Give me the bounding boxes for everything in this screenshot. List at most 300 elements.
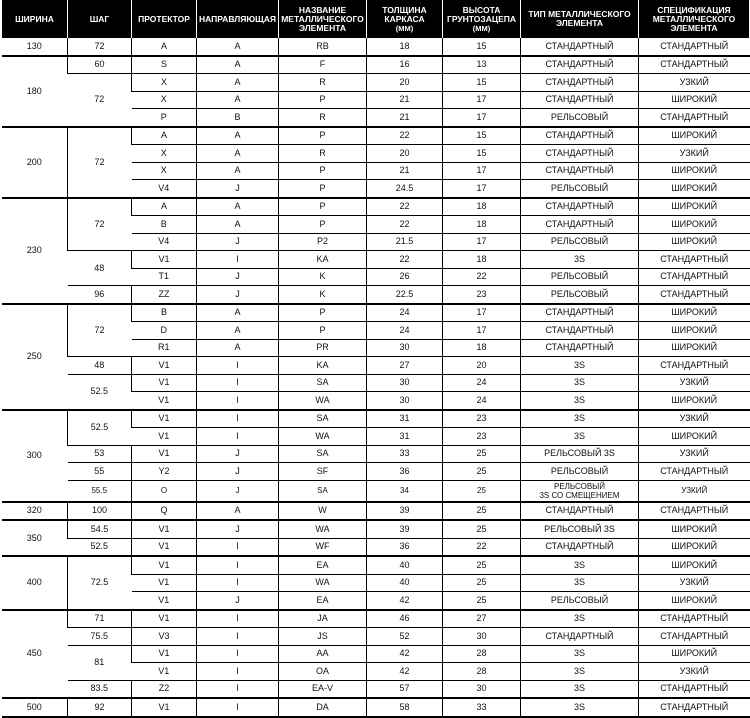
core-spec-cell: СТАНДАРТНЫЙ xyxy=(639,38,750,56)
core-spec-cell: СТАНДАРТНЫЙ xyxy=(639,610,750,628)
core-type-cell: 3S xyxy=(521,574,639,592)
lug-height-cell: 25 xyxy=(443,463,521,481)
tread-cell: V1 xyxy=(132,357,197,375)
core-spec-cell: ШИРОКИЙ xyxy=(639,428,750,446)
lug-height-cell: 18 xyxy=(443,198,521,216)
lug-height-cell: 20 xyxy=(443,357,521,375)
tread-cell: V1 xyxy=(132,556,197,574)
guide-cell: I xyxy=(197,628,279,646)
table-row xyxy=(2,698,750,717)
core-type-cell: СТАНДАРТНЫЙ xyxy=(521,628,639,646)
core-type-cell: 3S xyxy=(521,374,639,392)
guide-cell: I xyxy=(197,428,279,446)
width-cell: 300 xyxy=(2,410,68,502)
core-name-cell: P2 xyxy=(279,233,367,251)
table-row xyxy=(2,374,750,392)
thickness-cell: 22 xyxy=(367,127,443,145)
lug-height-cell: 17 xyxy=(443,162,521,180)
core-name-cell: EA xyxy=(279,556,367,574)
core-type-cell: СТАНДАРТНЫЙ xyxy=(521,38,639,56)
width-cell: 500 xyxy=(2,698,68,717)
core-name-cell: P xyxy=(279,198,367,216)
core-name-cell: P xyxy=(279,216,367,234)
table-row xyxy=(2,286,750,304)
core-spec-cell: ШИРОКИЙ xyxy=(639,538,750,556)
thickness-cell: 26 xyxy=(367,268,443,286)
core-type-cell: РЕЛЬСОВЫЙ xyxy=(521,592,639,610)
tread-cell: O xyxy=(132,480,197,502)
core-name-cell: W xyxy=(279,502,367,521)
core-name-cell: DA xyxy=(279,698,367,717)
core-name-cell: WA xyxy=(279,392,367,410)
lug-height-cell: 15 xyxy=(443,127,521,145)
lug-height-cell: 15 xyxy=(443,145,521,163)
guide-cell: I xyxy=(197,574,279,592)
core-spec-cell: ШИРОКИЙ xyxy=(639,592,750,610)
lug-height-cell: 28 xyxy=(443,663,521,681)
tread-cell: A xyxy=(132,127,197,145)
pitch-cell: 72 xyxy=(68,38,132,56)
width-cell: 130 xyxy=(2,38,68,56)
guide-cell: I xyxy=(197,538,279,556)
guide-cell: J xyxy=(197,592,279,610)
tread-cell: ZZ xyxy=(132,286,197,304)
core-name-cell: EA-V xyxy=(279,680,367,698)
guide-cell: A xyxy=(197,56,279,74)
tread-cell: R1 xyxy=(132,339,197,357)
core-type-cell: РЕЛЬСОВЫЙ 3S xyxy=(521,445,639,463)
thickness-cell: 36 xyxy=(367,463,443,481)
tread-cell: V1 xyxy=(132,663,197,681)
core-name-cell: WA xyxy=(279,574,367,592)
lug-height-cell: 17 xyxy=(443,233,521,251)
guide-cell: I xyxy=(197,698,279,717)
lug-height-cell: 15 xyxy=(443,38,521,56)
core-spec-cell: ШИРОКИЙ xyxy=(639,645,750,663)
core-name-cell: P xyxy=(279,304,367,322)
lug-height-cell: 25 xyxy=(443,520,521,538)
header-lug-height: ВЫСОТА ГРУНТОЗАЦЕПА (ММ) xyxy=(443,0,521,38)
core-spec-cell: ШИРОКИЙ xyxy=(639,520,750,538)
thickness-cell: 57 xyxy=(367,680,443,698)
thickness-cell: 34 xyxy=(367,480,443,502)
guide-cell: A xyxy=(197,304,279,322)
guide-cell: I xyxy=(197,251,279,269)
thickness-cell: 27 xyxy=(367,357,443,375)
table-row xyxy=(2,445,750,463)
core-spec-cell: УЗКИЙ xyxy=(639,445,750,463)
tread-cell: X xyxy=(132,162,197,180)
core-name-cell: SF xyxy=(279,463,367,481)
core-type-cell: СТАНДАРТНЫЙ xyxy=(521,304,639,322)
guide-cell: I xyxy=(197,357,279,375)
tread-cell: V1 xyxy=(132,538,197,556)
core-type-cell: РЕЛЬСОВЫЙ xyxy=(521,463,639,481)
thickness-cell: 24 xyxy=(367,304,443,322)
core-type-cell: СТАНДАРТНЫЙ xyxy=(521,145,639,163)
lug-height-cell: 18 xyxy=(443,339,521,357)
thickness-cell: 20 xyxy=(367,145,443,163)
table-row xyxy=(2,410,750,428)
pitch-cell: 55.5 xyxy=(68,480,132,502)
core-spec-cell: ШИРОКИЙ xyxy=(639,339,750,357)
pitch-cell: 55 xyxy=(68,463,132,481)
guide-cell: I xyxy=(197,410,279,428)
tread-cell: V4 xyxy=(132,233,197,251)
core-name-cell: WA xyxy=(279,428,367,446)
lug-height-cell: 17 xyxy=(443,180,521,198)
guide-cell: I xyxy=(197,680,279,698)
core-name-cell: AA xyxy=(279,645,367,663)
pitch-cell: 72 xyxy=(68,74,132,127)
pitch-cell: 52.5 xyxy=(68,410,132,446)
pitch-cell: 72.5 xyxy=(68,556,132,610)
lug-height-cell: 17 xyxy=(443,322,521,340)
thickness-cell: 33 xyxy=(367,445,443,463)
core-spec-cell: СТАНДАРТНЫЙ xyxy=(639,56,750,74)
core-type-cell: СТАНДАРТНЫЙ xyxy=(521,162,639,180)
core-spec-cell: ШИРОКИЙ xyxy=(639,304,750,322)
core-type-cell xyxy=(521,480,639,502)
lug-height-cell: 27 xyxy=(443,610,521,628)
thickness-cell: 42 xyxy=(367,663,443,681)
core-type-cell: 3S xyxy=(521,680,639,698)
thickness-cell: 30 xyxy=(367,339,443,357)
core-spec-cell: СТАНДАРТНЫЙ xyxy=(639,109,750,127)
core-spec-cell: ШИРОКИЙ xyxy=(639,392,750,410)
core-name-cell: RB xyxy=(279,38,367,56)
guide-cell: A xyxy=(197,74,279,92)
core-spec-cell: ШИРОКИЙ xyxy=(639,162,750,180)
core-spec-cell: СТАНДАРТНЫЙ xyxy=(639,698,750,717)
table-row xyxy=(2,502,750,521)
tread-cell: V1 xyxy=(132,445,197,463)
lug-height-cell: 30 xyxy=(443,680,521,698)
table-row xyxy=(2,38,750,56)
core-spec-cell: УЗКИЙ xyxy=(639,663,750,681)
table-row xyxy=(2,645,750,663)
core-type-cell: СТАНДАРТНЫЙ xyxy=(521,322,639,340)
core-type-cell: СТАНДАРТНЫЙ xyxy=(521,56,639,74)
core-name-cell: P xyxy=(279,91,367,109)
core-type-cell: СТАНДАРТНЫЙ xyxy=(521,74,639,92)
guide-cell: I xyxy=(197,663,279,681)
pitch-cell: 71 xyxy=(68,610,132,628)
tread-cell: V1 xyxy=(132,698,197,717)
pitch-cell: 96 xyxy=(68,286,132,304)
core-spec-cell: УЗКИЙ xyxy=(639,74,750,92)
core-spec-cell: УЗКИЙ xyxy=(639,374,750,392)
core-name-cell: KA xyxy=(279,251,367,269)
lug-height-cell: 28 xyxy=(443,645,521,663)
guide-cell: A xyxy=(197,339,279,357)
header-thickness: ТОЛЩИНА КАРКАСА (ММ) xyxy=(367,0,443,38)
tread-cell: T1 xyxy=(132,268,197,286)
thickness-cell: 22 xyxy=(367,251,443,269)
table-row xyxy=(2,680,750,698)
pitch-cell: 52.5 xyxy=(68,374,132,410)
guide-cell: B xyxy=(197,109,279,127)
table-row xyxy=(2,538,750,556)
thickness-cell: 30 xyxy=(367,392,443,410)
thickness-cell: 21 xyxy=(367,162,443,180)
guide-cell: A xyxy=(197,127,279,145)
width-cell: 250 xyxy=(2,304,68,410)
tread-cell: D xyxy=(132,322,197,340)
table-row xyxy=(2,304,750,322)
guide-cell: A xyxy=(197,216,279,234)
core-name-cell: SA xyxy=(279,410,367,428)
table-row xyxy=(2,198,750,216)
thickness-cell: 52 xyxy=(367,628,443,646)
pitch-cell: 100 xyxy=(68,502,132,521)
pitch-cell: 81 xyxy=(68,645,132,680)
core-type-cell: 3S xyxy=(521,251,639,269)
table-row xyxy=(2,56,750,74)
core-type-cell: 3S xyxy=(521,698,639,717)
thickness-cell: 40 xyxy=(367,574,443,592)
core-name-cell: WA xyxy=(279,520,367,538)
core-spec-cell: ШИРОКИЙ xyxy=(639,180,750,198)
table-row xyxy=(2,628,750,646)
guide-cell: J xyxy=(197,180,279,198)
core-spec-cell: УЗКИЙ xyxy=(639,145,750,163)
thickness-cell: 42 xyxy=(367,592,443,610)
core-spec-cell: СТАНДАРТНЫЙ xyxy=(639,680,750,698)
lug-height-cell: 25 xyxy=(443,445,521,463)
width-cell: 450 xyxy=(2,610,68,699)
core-type-cell: РЕЛЬСОВЫЙ xyxy=(521,268,639,286)
thickness-cell: 40 xyxy=(367,556,443,574)
core-spec-cell: СТАНДАРТНЫЙ xyxy=(639,357,750,375)
table-row xyxy=(2,251,750,269)
lug-height-cell: 23 xyxy=(443,428,521,446)
lug-height-cell: 25 xyxy=(443,574,521,592)
core-spec-cell: СТАНДАРТНЫЙ xyxy=(639,502,750,521)
core-spec-cell: ШИРОКИЙ xyxy=(639,91,750,109)
table-row xyxy=(2,74,750,92)
table-row xyxy=(2,610,750,628)
lug-height-cell: 17 xyxy=(443,109,521,127)
core-spec-cell: ШИРОКИЙ xyxy=(639,233,750,251)
pitch-cell: 48 xyxy=(68,251,132,286)
core-name-cell: JA xyxy=(279,610,367,628)
thickness-cell: 42 xyxy=(367,645,443,663)
tread-cell: S xyxy=(132,56,197,74)
table-row xyxy=(2,480,750,502)
pitch-cell: 52.5 xyxy=(68,538,132,556)
core-type-cell: 3S xyxy=(521,556,639,574)
thickness-cell: 39 xyxy=(367,520,443,538)
pitch-cell: 48 xyxy=(68,357,132,375)
guide-cell: J xyxy=(197,233,279,251)
guide-cell: I xyxy=(197,610,279,628)
thickness-cell: 24.5 xyxy=(367,180,443,198)
pitch-cell: 72 xyxy=(68,127,132,198)
core-name-cell: R xyxy=(279,109,367,127)
core-name-cell: KA xyxy=(279,357,367,375)
guide-cell: A xyxy=(197,145,279,163)
guide-cell: A xyxy=(197,91,279,109)
core-type-cell: СТАНДАРТНЫЙ xyxy=(521,339,639,357)
lug-height-cell: 18 xyxy=(443,251,521,269)
lug-height-cell: 13 xyxy=(443,56,521,74)
guide-cell: J xyxy=(197,520,279,538)
tread-cell: V1 xyxy=(132,410,197,428)
lug-height-cell: 23 xyxy=(443,286,521,304)
tread-cell: X xyxy=(132,91,197,109)
guide-cell: I xyxy=(197,374,279,392)
core-spec-cell: ШИРОКИЙ xyxy=(639,198,750,216)
tread-cell: V1 xyxy=(132,392,197,410)
width-cell: 320 xyxy=(2,502,68,521)
core-name-cell: P xyxy=(279,180,367,198)
width-cell: 180 xyxy=(2,56,68,127)
core-type-cell: 3S xyxy=(521,428,639,446)
guide-cell: J xyxy=(197,286,279,304)
core-name-cell: SA xyxy=(279,445,367,463)
table-row xyxy=(2,357,750,375)
guide-cell: J xyxy=(197,268,279,286)
tread-cell: B xyxy=(132,216,197,234)
guide-cell: A xyxy=(197,38,279,56)
core-name-cell: PR xyxy=(279,339,367,357)
tread-cell: A xyxy=(132,198,197,216)
tread-cell: Y2 xyxy=(132,463,197,481)
core-spec-cell: СТАНДАРТНЫЙ xyxy=(639,286,750,304)
tread-cell: A xyxy=(132,38,197,56)
core-type-cell: РЕЛЬСОВЫЙ xyxy=(521,109,639,127)
core-type-cell: СТАНДАРТНЫЙ xyxy=(521,502,639,521)
core-name-cell: P xyxy=(279,127,367,145)
tread-cell: V1 xyxy=(132,520,197,538)
core-name-cell: P xyxy=(279,162,367,180)
core-type-cell: 3S xyxy=(521,610,639,628)
core-type-cell: 3S xyxy=(521,392,639,410)
width-cell: 350 xyxy=(2,520,68,556)
header-pitch: ШАГ xyxy=(68,0,132,38)
core-type-cell: РЕЛЬСОВЫЙ xyxy=(521,286,639,304)
table-row xyxy=(2,463,750,481)
guide-cell: A xyxy=(197,198,279,216)
lug-height-cell: 17 xyxy=(443,304,521,322)
lug-height-cell: 24 xyxy=(443,392,521,410)
header-tread: ПРОТЕКТОР xyxy=(132,0,197,38)
core-name-cell: EA xyxy=(279,592,367,610)
width-cell: 200 xyxy=(2,127,68,198)
pitch-cell: 72 xyxy=(68,304,132,357)
guide-cell: I xyxy=(197,645,279,663)
guide-cell: A xyxy=(197,322,279,340)
core-type-cell: СТАНДАРТНЫЙ xyxy=(521,91,639,109)
core-spec-cell: УЗКИЙ xyxy=(639,410,750,428)
lug-height-cell: 25 xyxy=(443,592,521,610)
core-spec-cell: УЗКИЙ xyxy=(639,574,750,592)
tread-cell: V1 xyxy=(132,428,197,446)
table-body xyxy=(2,38,750,717)
tread-cell: V1 xyxy=(132,592,197,610)
core-name-cell: R xyxy=(279,145,367,163)
width-cell: 400 xyxy=(2,556,68,610)
header-core-name: НАЗВАНИЕ МЕТАЛЛИЧЕСКОГО ЭЛЕМЕНТА xyxy=(279,0,367,38)
header-core-spec: СПЕЦИФИКАЦИЯ МЕТАЛЛИЧЕСКОГО ЭЛЕМЕНТА xyxy=(639,0,750,38)
thickness-cell: 31 xyxy=(367,410,443,428)
guide-cell: J xyxy=(197,445,279,463)
core-name-cell: SA xyxy=(279,480,367,502)
core-spec-cell: ШИРОКИЙ xyxy=(639,322,750,340)
lug-height-cell: 18 xyxy=(443,216,521,234)
lug-height-cell: 25 xyxy=(443,480,521,502)
tread-cell: X xyxy=(132,74,197,92)
lug-height-cell: 23 xyxy=(443,410,521,428)
thickness-cell: 58 xyxy=(367,698,443,717)
thickness-cell: 16 xyxy=(367,56,443,74)
guide-cell: J xyxy=(197,480,279,502)
core-name-cell: SA xyxy=(279,374,367,392)
thickness-cell: 21 xyxy=(367,109,443,127)
core-name-cell: JS xyxy=(279,628,367,646)
core-spec-cell: УЗКИЙ xyxy=(639,480,750,502)
guide-cell: A xyxy=(197,162,279,180)
thickness-cell: 20 xyxy=(367,74,443,92)
thickness-cell: 22.5 xyxy=(367,286,443,304)
tread-cell: B xyxy=(132,304,197,322)
guide-cell: A xyxy=(197,502,279,521)
core-spec-cell: СТАНДАРТНЫЙ xyxy=(639,628,750,646)
thickness-cell: 36 xyxy=(367,538,443,556)
width-cell: 230 xyxy=(2,198,68,304)
core-name-cell: WF xyxy=(279,538,367,556)
lug-height-cell: 15 xyxy=(443,74,521,92)
lug-height-cell: 22 xyxy=(443,538,521,556)
thickness-cell: 18 xyxy=(367,38,443,56)
thickness-cell: 22 xyxy=(367,216,443,234)
core-name-cell: K xyxy=(279,286,367,304)
core-name-cell: OA xyxy=(279,663,367,681)
tread-cell: V3 xyxy=(132,628,197,646)
cell-line: 3S СО СМЕЩЕНИЕМ xyxy=(539,490,620,500)
thickness-cell: 30 xyxy=(367,374,443,392)
table-row xyxy=(2,520,750,538)
core-spec-cell: ШИРОКИЙ xyxy=(639,127,750,145)
pitch-cell: 60 xyxy=(68,56,132,74)
tread-cell: V1 xyxy=(132,574,197,592)
header-guide: НАПРАВЛЯЮЩАЯ xyxy=(197,0,279,38)
tread-cell: Q xyxy=(132,502,197,521)
core-spec-cell: СТАНДАРТНЫЙ xyxy=(639,268,750,286)
core-type-cell: СТАНДАРТНЫЙ xyxy=(521,198,639,216)
guide-cell: I xyxy=(197,392,279,410)
core-name-cell: R xyxy=(279,74,367,92)
tread-cell: X xyxy=(132,145,197,163)
core-type-cell: РЕЛЬСОВЫЙ 3S xyxy=(521,520,639,538)
lug-height-cell: 25 xyxy=(443,556,521,574)
core-type-cell: 3S xyxy=(521,410,639,428)
lug-height-cell: 17 xyxy=(443,91,521,109)
thickness-cell: 39 xyxy=(367,502,443,521)
core-type-cell: РЕЛЬСОВЫЙ xyxy=(521,233,639,251)
lug-height-cell: 24 xyxy=(443,374,521,392)
header-row xyxy=(2,0,750,38)
thickness-cell: 22 xyxy=(367,198,443,216)
table-row xyxy=(2,556,750,574)
lug-height-cell: 25 xyxy=(443,502,521,521)
thickness-cell: 21 xyxy=(367,91,443,109)
core-type-cell: СТАНДАРТНЫЙ xyxy=(521,127,639,145)
core-spec-cell: СТАНДАРТНЫЙ xyxy=(639,251,750,269)
header-core-type: ТИП МЕТАЛЛИЧЕСКОГО ЭЛЕМЕНТА xyxy=(521,0,639,38)
pitch-cell: 72 xyxy=(68,198,132,251)
